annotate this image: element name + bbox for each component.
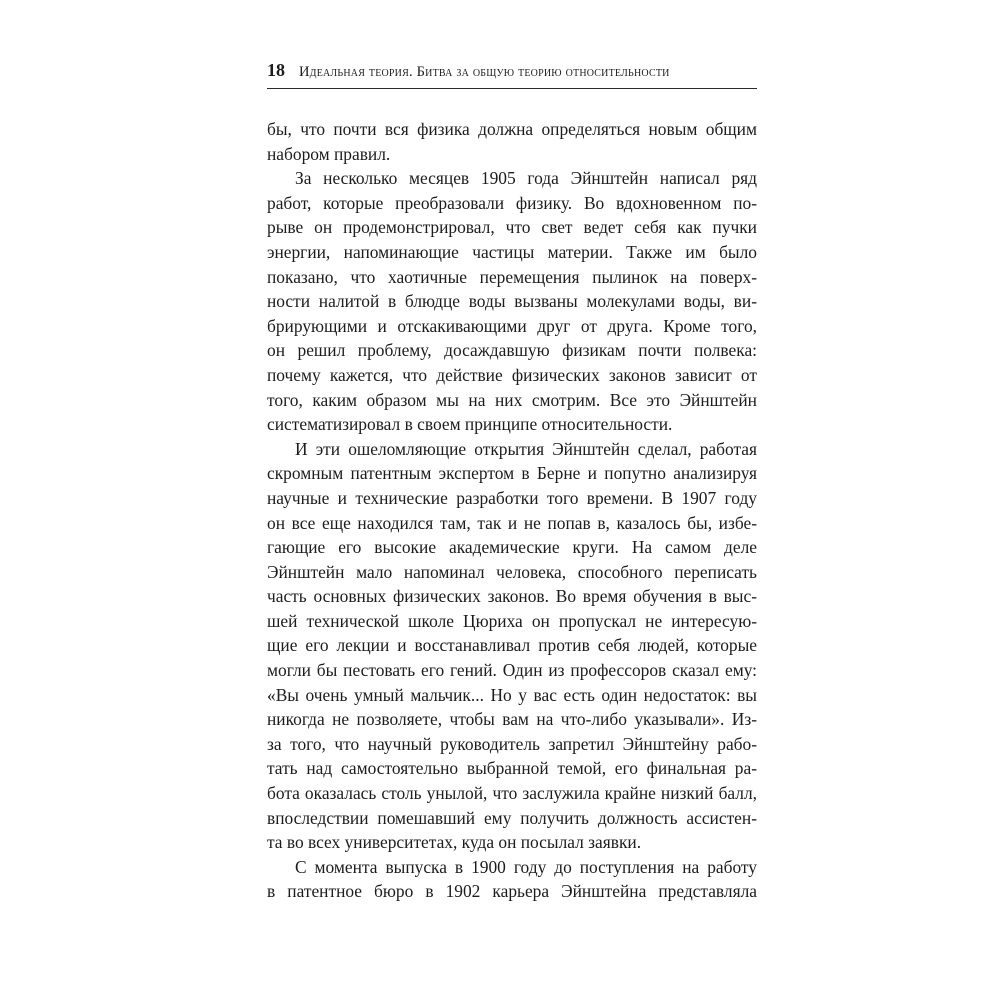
text-line: того, каким образом мы на них смотрим. Все это Эйнштейн xyxy=(267,389,757,410)
running-head-title: Идеальная теория. Битва за общую теорию относительности xyxy=(299,64,670,80)
text-line: щие его лекции и восстанавливал против себя людей, которые xyxy=(267,635,757,656)
text-line: систематизировал в своем принципе относительности. xyxy=(267,414,673,435)
text-line: брирующими и отскакивающими друг от друга. Кроме того, xyxy=(267,315,757,336)
text-line: «Вы очень умный мальчик... Но у вас есть один недостаток: вы xyxy=(267,684,757,705)
text-line: никогда не позволяете, чтобы вам на что-либо указывали». Из- xyxy=(267,709,757,730)
running-head xyxy=(267,60,757,89)
text-line: Эйнштейн мало напоминал человека, способного переписать xyxy=(267,561,757,582)
text-line: показано, что хаотичные перемещения пылинок на поверх- xyxy=(267,266,757,287)
paragraph-first-line: За несколько месяцев 1905 года Эйнштейн написал ряд xyxy=(295,168,757,189)
page-number: 18 xyxy=(267,60,285,80)
body-text xyxy=(267,117,757,904)
text-line: та во всех университетах, куда он посылал заявки. xyxy=(267,832,642,853)
text-line: бы, что почти вся физика должна определяться новым общим xyxy=(267,119,757,139)
book-page xyxy=(267,60,757,904)
text-line: он все еще находился там, так и не попав в, казалось бы, избе- xyxy=(267,512,757,533)
text-line: почему кажется, что действие физических законов зависит от xyxy=(267,364,757,385)
text-line: за того, что научный руководитель запретил Эйнштейну рабо- xyxy=(267,733,757,754)
text-line: работ, которые преобразовали физику. Во вдохновенном по- xyxy=(267,192,757,213)
text-line: бота оказалась столь унылой, что заслужила крайне низкий балл, xyxy=(267,783,757,804)
paragraph-first-line: И эти ошеломляющие открытия Эйнштейн сделал, работая xyxy=(295,438,757,459)
text-line: могли бы пестовать его гений. Один из профессоров сказал ему: xyxy=(267,660,757,681)
text-line: в патентное бюро в 1902 карьера Эйнштейна представляла xyxy=(267,881,757,902)
text-line: научные и технические разработки того времени. В 1907 году xyxy=(267,487,757,508)
text-line: часть основных физических законов. Во время обучения в выс- xyxy=(267,586,757,607)
text-line: впоследствии помешавший ему получить должность ассистен- xyxy=(267,807,757,828)
paragraph-first-line: С момента выпуска в 1900 году до поступления на работу xyxy=(295,856,757,877)
text-line: скромным патентным экспертом в Берне и попутно анализируя xyxy=(267,463,757,484)
text-line: он решил проблему, досаждавшую физикам почти полвека: xyxy=(267,340,757,361)
text-line: тать над самостоятельно выбранной темой, его финальная ра- xyxy=(267,758,757,779)
text-line: энергии, напоминающие частицы материи. Также им было xyxy=(267,241,757,262)
text-line: набором правил. xyxy=(267,143,391,164)
text-line: ности налитой в блюдце воды вызваны молекулами воды, ви- xyxy=(267,291,757,312)
text-line: рыве он продемонстрировал, что свет ведет себя как пучки xyxy=(267,217,757,238)
text-line: гающие его высокие академические круги. На самом деле xyxy=(267,537,757,558)
text-line: шей технической школе Цюриха он пропускал не интересую- xyxy=(267,610,757,631)
